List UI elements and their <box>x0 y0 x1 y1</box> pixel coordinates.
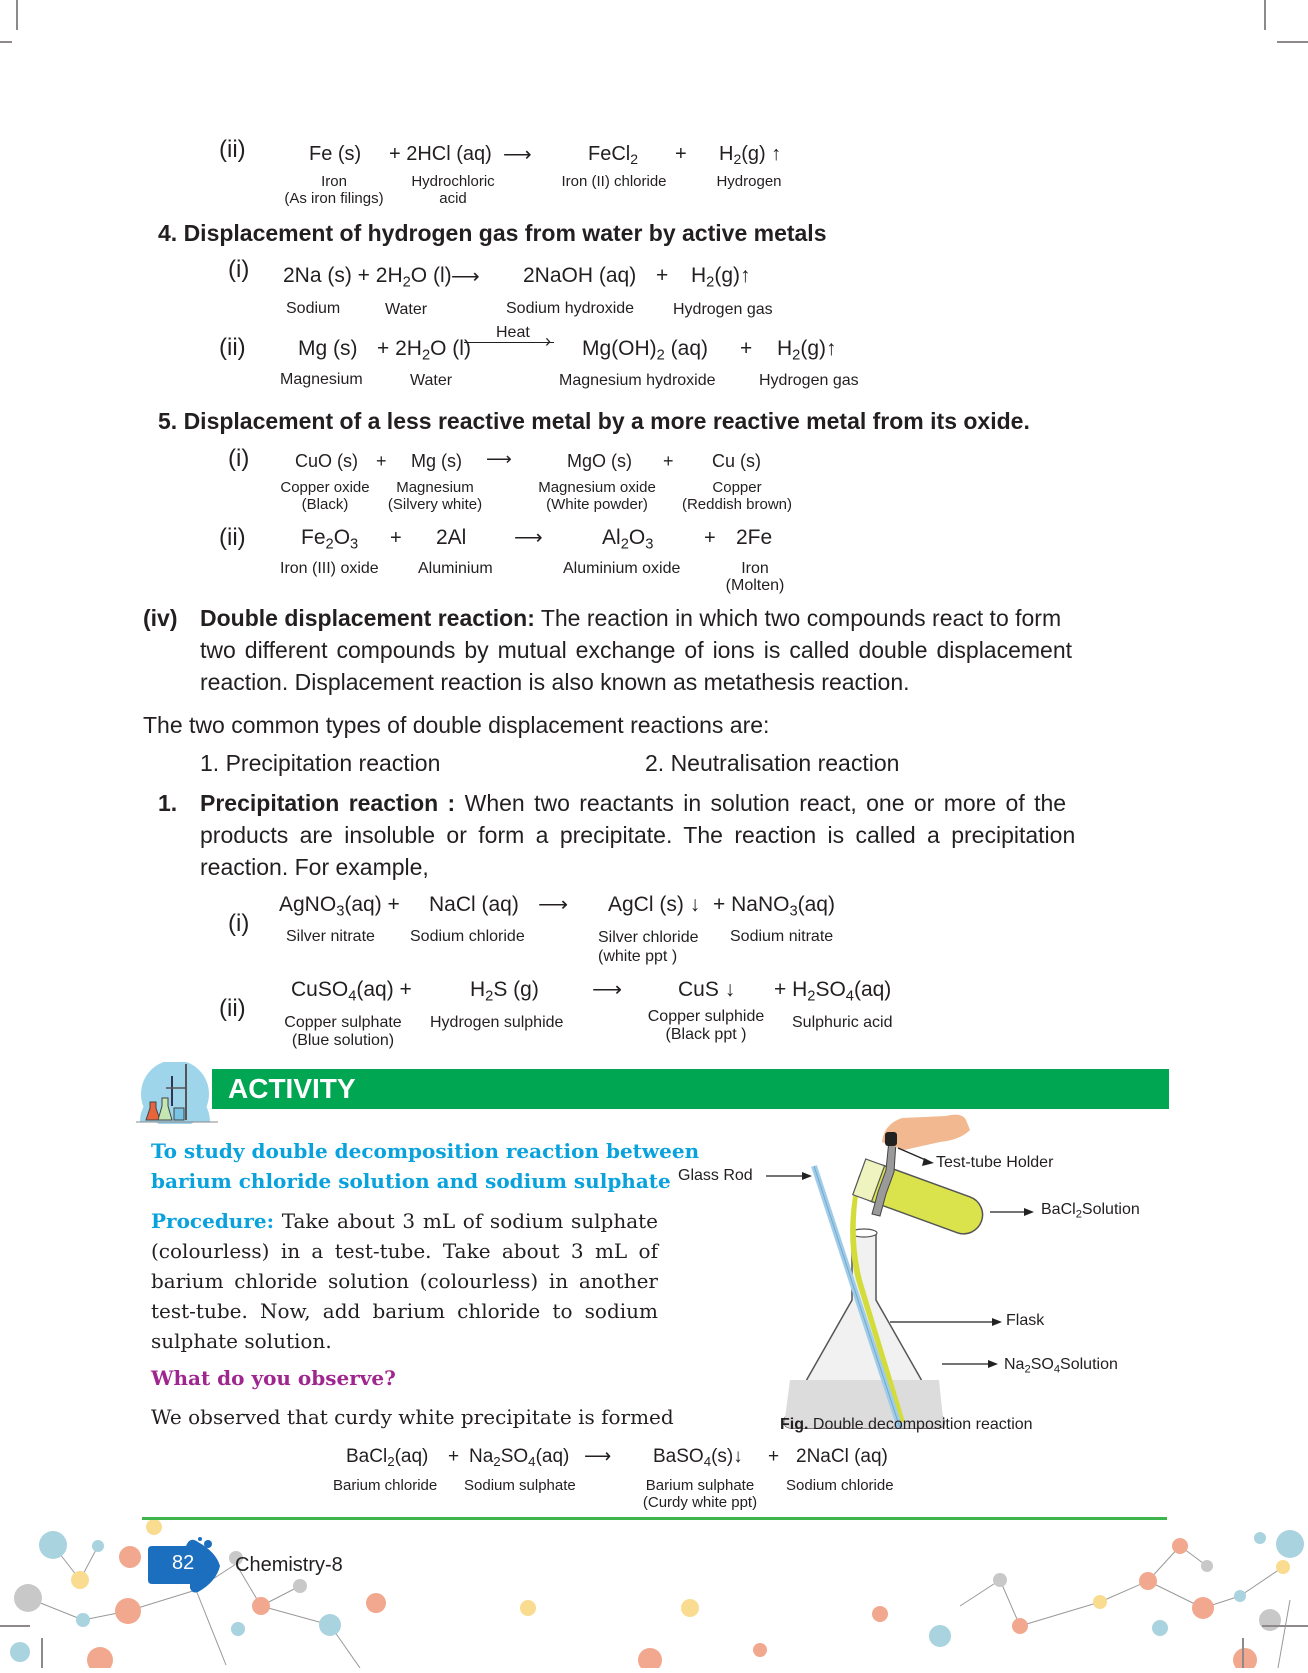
figure-caption: Fig. Double decomposition reaction <box>780 1416 1033 1433</box>
definition-line: Double displacement reaction: The reaction in which two compounds react to form <box>200 605 1062 631</box>
item-number: (ii) <box>219 995 246 1022</box>
arrow-icon <box>464 342 554 343</box>
formula: AgNO$_3$(aq) + <box>279 893 400 920</box>
label: Hydrogen sulphide <box>430 1014 564 1031</box>
formula: Mg (s) <box>298 337 358 360</box>
label: Magnesium hydroxide <box>559 372 716 389</box>
crop-mark <box>1264 0 1266 30</box>
plus-sign: + <box>704 527 716 549</box>
crop-mark <box>41 1638 43 1668</box>
label: Magnesium oxide (White powder) <box>538 479 656 513</box>
plus-sign: + <box>390 527 402 549</box>
term: Precipitation reaction : <box>200 790 456 816</box>
activity-banner-label: ACTIVITY <box>228 1073 356 1104</box>
label: Hydrochloric acid <box>411 173 495 207</box>
formula: + $2H_2O$ (l) <box>377 337 471 364</box>
page-number: 82 <box>172 1552 195 1574</box>
activity-title: barium chloride solution and sodium sulphate <box>151 1169 671 1193</box>
formula: $H_2(g)↑$ <box>691 264 751 291</box>
plus-sign: + <box>675 143 687 165</box>
crop-mark <box>1277 41 1308 43</box>
question: What do you observe? <box>151 1366 396 1390</box>
figure-double-decomposition <box>660 1110 1160 1440</box>
formula: CuSO$_4$(aq) + <box>291 978 412 1005</box>
plus-sign: + <box>656 264 669 287</box>
term: Double displacement reaction: <box>200 605 535 631</box>
item-number: (i) <box>228 445 250 472</box>
formula: + 2HCl (aq) <box>389 143 492 165</box>
label: Sodium nitrate <box>730 928 834 945</box>
label-na2so4-solution: $Na_2SO_4Solution$ <box>1004 1356 1118 1376</box>
formula: 2NaOH (aq) <box>523 264 637 287</box>
label: Aluminium <box>418 560 493 577</box>
label: Hydrogen gas <box>759 372 859 389</box>
label: Water <box>385 301 428 318</box>
formula: BaSO$_4$(s)↓ <box>653 1446 743 1469</box>
reaction-condition: Heat <box>496 324 530 341</box>
down-arrow-icon: ↓ <box>733 1446 743 1467</box>
arrow-icon: ⟶ <box>503 144 532 166</box>
section-heading: 4. Displacement of hydrogen gas from water by active metals <box>158 220 827 246</box>
up-arrow-icon: ↑ <box>740 264 751 287</box>
item-number: (ii) <box>219 334 246 361</box>
formula: CuO (s) <box>295 451 358 471</box>
formula: Fe (s) <box>309 143 362 165</box>
formula: $Al_2O_3$ <box>602 526 654 553</box>
formula: $H_2(g)$ ↑ <box>719 143 782 168</box>
item-number: (i) <box>228 910 250 937</box>
plus-sign: + <box>768 1446 780 1467</box>
formula: $H_2(g)↑$ <box>777 337 837 364</box>
label: Sodium chloride <box>410 928 525 945</box>
label: Iron (III) oxide <box>280 560 379 577</box>
plus-sign: + <box>448 1446 460 1467</box>
formula: + NaNO$_3$(aq) <box>713 893 835 920</box>
formula: BaCl$_2$(aq) <box>346 1446 429 1469</box>
formula: Cu (s) <box>712 451 761 471</box>
crop-mark <box>1242 1638 1244 1668</box>
label: Copper oxide (Black) <box>280 479 370 513</box>
formula: CuS ↓ <box>678 978 736 1001</box>
procedure-text: Procedure: Take about 3 mL of sodium sulphate (colourless) in a test-tube. Take about 3 mL of barium chloride solution (colourless) in another test-tube. Now, add barium chloride to sodium sulphate solution. <box>151 1209 658 1353</box>
arrow-icon: ⟶ <box>584 1446 612 1467</box>
label: Magnesium <box>280 371 363 388</box>
formula: Mg (s) <box>411 451 462 471</box>
arrow-head: › <box>545 331 551 351</box>
formula: $Na_2SO_4(aq)$ <box>469 1446 570 1469</box>
arrow-icon: ⟶ <box>451 266 480 288</box>
formula: $Mg(OH)_2$ (aq) <box>582 337 709 364</box>
arrow-icon: ⟶ <box>538 893 569 916</box>
label: Copper sulphate (Blue solution) <box>284 1014 402 1049</box>
formula: + $H_2SO_4(aq)$ <box>774 978 892 1005</box>
item-number: (ii) <box>219 136 246 163</box>
apparatus-illustration <box>660 1110 1160 1440</box>
label: Sulphuric acid <box>792 1014 893 1031</box>
label: Sodium hydroxide <box>506 300 635 317</box>
formula: NaCl (aq) <box>429 893 519 916</box>
crop-mark <box>0 1625 30 1627</box>
definition-line: reaction. Displacement reaction is also known as metathesis reaction. <box>200 669 910 695</box>
arrow-icon: ⟶ <box>486 449 512 469</box>
crop-mark <box>16 0 18 30</box>
label: Silver chloride (white ppt ) <box>598 929 699 965</box>
formula: $H_2S$ (g) <box>470 978 539 1005</box>
observation: We observed that curdy white precipitate is formed <box>151 1405 674 1429</box>
item-number: (i) <box>228 256 250 283</box>
label: Barium chloride <box>333 1477 438 1494</box>
lab-apparatus-icon <box>136 1062 218 1122</box>
label: Iron (Molten) <box>725 560 785 594</box>
label: Copper (Reddish brown) <box>681 479 793 513</box>
label-bacl2-solution: BaCl$_2$Solution <box>1041 1201 1140 1221</box>
label: Iron (II) chloride <box>561 173 667 190</box>
down-arrow-icon: ↓ <box>689 893 701 916</box>
up-arrow-icon: ↑ <box>826 337 837 360</box>
crop-mark <box>1262 1625 1308 1627</box>
label-glass-rod: Glass Rod <box>678 1167 753 1184</box>
formula: 2NaCl (aq) <box>796 1446 888 1467</box>
label-test-tube-holder: Test-tube Holder <box>936 1154 1054 1171</box>
formula: AgCl (s) ↓ <box>608 893 701 916</box>
down-arrow-icon: ↓ <box>724 978 736 1001</box>
activity-title: To study double decomposition reaction between <box>151 1139 700 1163</box>
label: Copper sulphide (Black ppt ) <box>647 1008 765 1043</box>
label: Barium sulphate (Curdy white ppt) <box>642 1477 758 1511</box>
label: Hydrogen gas <box>673 301 773 318</box>
arrow-icon: ⟶ <box>514 527 543 549</box>
formula: FeCl$_2$ <box>588 143 639 168</box>
label: Hydrogen <box>716 173 782 190</box>
plus-sign: + <box>740 337 753 360</box>
definition-line: two different compounds by mutual exchange of ions is called double displacement <box>200 637 1073 663</box>
label: Aluminium oxide <box>563 560 681 577</box>
crop-mark <box>0 41 12 43</box>
item-number: (iv) <box>143 605 178 631</box>
book-title: Chemistry-8 <box>235 1554 343 1576</box>
definition-line: Precipitation reaction : When two reactants in solution react, one or more of the <box>200 790 1067 816</box>
formula: $Fe_2O_3$ <box>301 526 359 553</box>
label: Sodium chloride <box>786 1477 894 1494</box>
procedure-label: Procedure: <box>151 1209 274 1233</box>
section-heading: 5. Displacement of a less reactive metal by a more reactive metal from its oxide. <box>158 408 1030 434</box>
definition-line: products are insoluble or form a precipitate. The reaction is called a precipitation <box>200 822 1076 848</box>
label: Sodium <box>286 300 341 317</box>
formula: MgO (s) <box>567 451 632 471</box>
label: Silver nitrate <box>286 928 375 945</box>
label-flask: Flask <box>1006 1312 1045 1329</box>
arrow-icon: ⟶ <box>592 978 623 1001</box>
formula: 2Fe <box>736 526 773 549</box>
plus-sign: + <box>663 451 674 471</box>
item-number: (ii) <box>219 524 246 551</box>
plus-sign: + <box>376 451 387 471</box>
label: Water <box>410 372 453 389</box>
formula: 2Na $(s) + 2H_2O$ (l) <box>283 264 452 291</box>
type-item: 1. Precipitation reaction <box>200 750 441 776</box>
definition-line: reaction. For example, <box>200 854 429 880</box>
types-intro: The two common types of double displacement reactions are: <box>143 712 770 738</box>
formula: 2Al <box>436 526 467 549</box>
type-item: 2. Neutralisation reaction <box>645 750 900 776</box>
label: Sodium sulphate <box>464 1477 576 1494</box>
label: Magnesium (Silvery white) <box>387 479 483 513</box>
label: Iron (As iron filings) <box>284 173 384 207</box>
item-number: 1. <box>158 790 178 816</box>
